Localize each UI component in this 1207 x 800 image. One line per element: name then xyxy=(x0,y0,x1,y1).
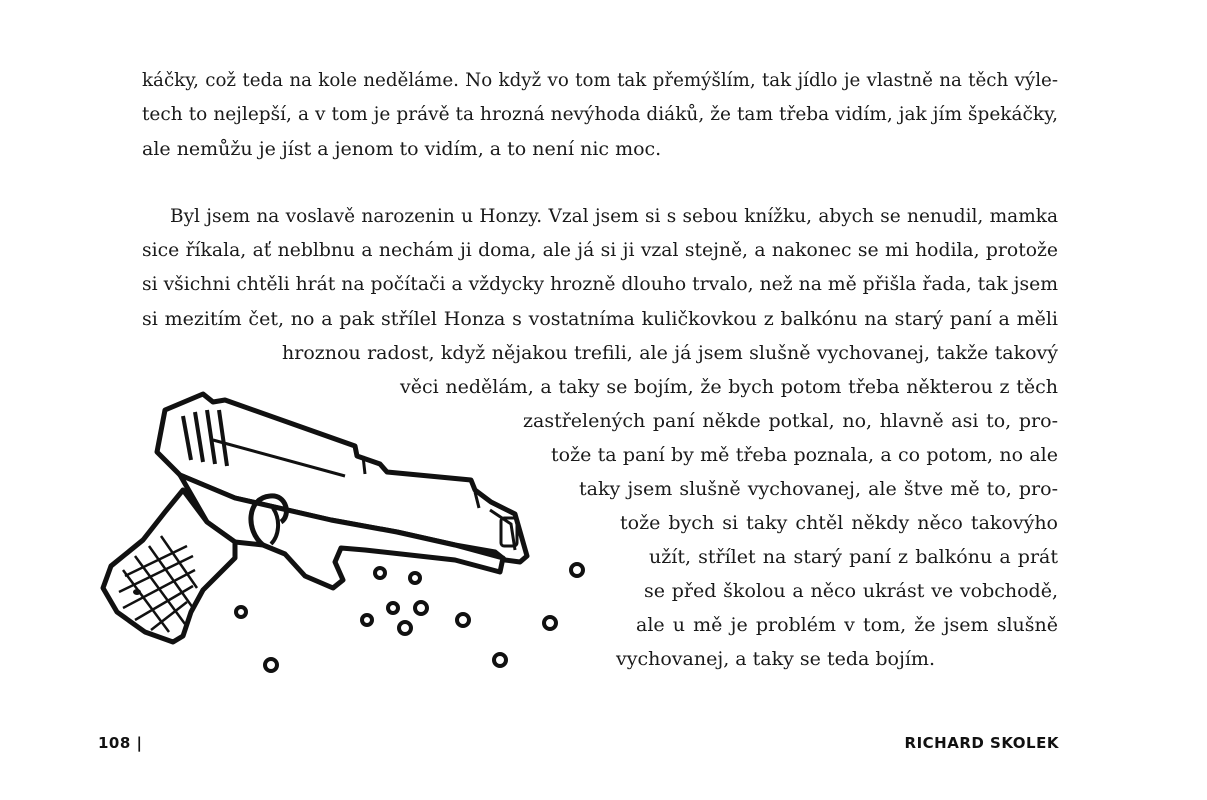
text-line: tože ta paní by mě třeba poznala, a co potom, no ale xyxy=(551,444,1058,466)
text-line: si mezitím čet, no a pak střílel Honza s vostatníma kuličkovkou z balkónu na starý paní a měli xyxy=(142,308,1058,330)
text-line: si všichni chtěli hrát na počítači a vždycky hrozně dlouho trvalo, než na mě přišla řada, tak jsem xyxy=(142,274,1058,295)
text-line: tože bych si taky chtěl někdy něco takovýho xyxy=(620,512,1058,534)
text-line: Byl jsem na voslavě narozenin u Honzy. Vzal jsem si s sebou knížku, abych se nenudil, mamka xyxy=(170,206,1058,227)
text-line: ale u mě je problém v tom, že jsem slušně xyxy=(636,614,1058,636)
text-line: zastřelených paní někde potkal, no, hlavně asi to, pro- xyxy=(523,410,1058,432)
author-name: RICHARD SKOLEK xyxy=(904,734,1059,752)
text-line: taky jsem slušně vychovanej, ale štve mě to, pro- xyxy=(579,478,1058,500)
pistol-illustration xyxy=(95,380,595,680)
text-line: sice říkala, ať neblbnu a nechám ji doma, ale já si ji vzal stejně, a nakonec se mi hodila, protože xyxy=(142,240,1058,261)
text-line: tech to nejlepší, a v tom je právě ta hrozná nevýhoda diáků, že tam třeba vidím, jak jím špekáčky, xyxy=(142,104,1058,125)
text-line: ale nemůžu je jíst a jenom to vidím, a to není nic moc. xyxy=(142,138,662,160)
text-line: užít, střílet na starý paní z balkónu a prát xyxy=(649,546,1058,568)
page-number: 108 | xyxy=(98,734,143,752)
text-line: hroznou radost, když nějakou trefili, ale já jsem slušně vychovanej, takže takový xyxy=(282,342,1058,364)
text-line: káčky, což teda na kole neděláme. No když vo tom tak přemýšlím, tak jídlo je vlastně na těch výle- xyxy=(142,70,1058,91)
text-line: věci nedělám, a taky se bojím, že bych potom třeba některou z těch xyxy=(400,376,1058,398)
text-line: se před školou a něco ukrást ve vobchodě, xyxy=(644,580,1058,602)
text-line: vychovanej, a taky se teda bojím. xyxy=(616,648,935,670)
